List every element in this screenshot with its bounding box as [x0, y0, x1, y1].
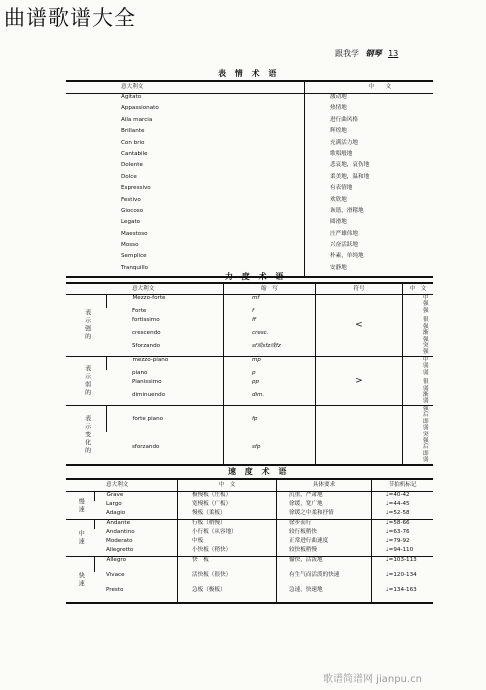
chinese-term: 安静地	[305, 265, 434, 277]
watermark: 歌谱简谱网 jianpu.cn	[323, 674, 422, 685]
requirement: 徐步而行	[277, 520, 372, 530]
italian-term: Tranquillo	[121, 264, 149, 271]
table-row	[66, 162, 433, 173]
metronome-marking: ♩=103-113	[372, 557, 434, 573]
group-label: 快速	[66, 557, 94, 604]
col-header-abbrev: 缩 写	[223, 283, 315, 295]
italian-term: Mezzo-forte	[107, 295, 224, 308]
dynamics-table-title: 力 度 术 语	[225, 272, 287, 281]
italian-term: Sforzando	[131, 343, 161, 350]
chinese-term: 渐强	[402, 330, 433, 343]
chinese-term: 弱	[402, 370, 433, 380]
table-row	[66, 492, 433, 502]
table-row	[66, 197, 433, 208]
tempo-table-title: 速 度 术 语	[228, 467, 290, 476]
italian-term: Espressivo	[121, 185, 151, 192]
col-header-symbol: 符号	[315, 283, 402, 295]
table-row	[66, 529, 433, 538]
chinese-term: 朴素，单纯地	[305, 253, 434, 264]
italian-term: Mosso	[121, 242, 139, 249]
chinese-term: 柔美地，温和地	[305, 174, 434, 185]
expression-table-title: 表 情 术 语	[218, 69, 280, 78]
requirement: 较行板稍快	[277, 529, 372, 538]
chinese-term: 很弱	[402, 379, 433, 392]
requirement: 沉重，严肃地	[277, 492, 372, 502]
italian-term: Brillante	[121, 128, 145, 135]
chinese-term: 突强	[402, 343, 433, 356]
italian-term: Largo	[106, 501, 122, 507]
group-label: 表示弱的	[66, 356, 107, 405]
chinese-term: 辉煌地	[305, 128, 434, 139]
table-row	[66, 547, 433, 557]
requirement: 正常进行曲速度	[277, 538, 372, 547]
chinese-term: 圆滑地	[305, 219, 434, 230]
italian-term: Dolce	[121, 173, 137, 180]
table-row	[66, 219, 433, 230]
group-label: 表示强的	[66, 295, 107, 357]
italian-term: Semplice	[121, 253, 147, 260]
abbreviation: sf或sfz或fz	[223, 343, 315, 356]
italian-term: Vivace	[106, 572, 125, 578]
italian-term: Allegretto	[106, 547, 134, 553]
metronome-marking: ♩=52-58	[372, 510, 434, 520]
italian-term: piano	[131, 369, 148, 376]
group-label: 表示变化的	[66, 405, 107, 464]
metronome-marking: ♩=44-45	[372, 501, 434, 510]
chinese-term: 中板	[178, 538, 277, 547]
chinese-term: 激动地	[305, 94, 434, 106]
abbreviation: pp	[223, 379, 315, 392]
chinese-term: 庄严雄伟地	[305, 231, 434, 242]
dynamics-table	[66, 282, 433, 466]
dynamic-symbol: >	[315, 356, 402, 405]
table-row	[66, 587, 433, 603]
metronome-marking: ♩=94-110	[372, 547, 434, 557]
table-row	[66, 572, 433, 587]
italian-term: Appassionato	[121, 105, 159, 112]
col-header-requirement: 具体要求	[277, 479, 372, 492]
table-row	[66, 510, 433, 520]
table-row	[66, 538, 433, 547]
table-row	[66, 151, 433, 162]
col-header-italian: 意大利文	[94, 479, 178, 492]
group-label: 慢速	[66, 492, 94, 520]
chinese-term: 中弱	[402, 356, 433, 369]
table-row	[66, 128, 433, 139]
metronome-marking: ♩=134-163	[372, 587, 434, 603]
chinese-term: 中强	[402, 295, 433, 308]
chinese-term: 突强后即弱	[402, 432, 433, 465]
chinese-term: 有表情地	[305, 185, 434, 196]
italian-term: Maestoso	[121, 230, 148, 237]
metronome-marking: ♩=58-66	[372, 520, 434, 530]
col-header-chinese: 中 文	[305, 81, 434, 94]
italian-term: sforzando	[131, 444, 160, 451]
italian-term: Festivo	[121, 196, 141, 203]
table-row	[66, 105, 433, 116]
book-subject: 钢琴	[365, 49, 382, 58]
abbreviation: sfp	[223, 432, 315, 465]
italian-term: Alla marcia	[121, 116, 153, 123]
italian-term: Forte	[131, 307, 147, 314]
chinese-term: 快 板	[178, 557, 277, 573]
table-row	[66, 185, 433, 196]
chinese-term: 活快板（很快）	[178, 572, 277, 587]
italian-term: Dolente	[121, 162, 143, 169]
chinese-term: 诙谐，滑稽地	[305, 208, 434, 219]
chinese-term: 宽慢板（广板）	[178, 501, 277, 510]
abbreviation: mp	[223, 356, 315, 369]
table-row	[66, 295, 433, 308]
chinese-term: 小行板（从容地）	[178, 529, 277, 538]
abbreviation: f	[223, 308, 315, 318]
italian-term: forte piano	[107, 405, 224, 431]
italian-term: Agitato	[121, 94, 142, 100]
table-row	[66, 253, 433, 264]
italian-term: Allegro	[94, 557, 178, 573]
italian-term: Presto	[106, 587, 124, 593]
chinese-term: 渐弱	[402, 392, 433, 405]
page-header	[335, 48, 402, 59]
chinese-term: 充满活力地	[305, 140, 434, 151]
table-row	[66, 174, 433, 185]
col-header-chinese: 中 文	[402, 283, 433, 295]
table-row	[66, 356, 433, 369]
chinese-term: 强	[402, 308, 433, 318]
requirement: 较快板稍慢	[277, 547, 372, 557]
chinese-term: 很强	[402, 317, 433, 330]
table-row	[66, 520, 433, 530]
table-row	[66, 242, 433, 253]
italian-term: Moderato	[106, 538, 133, 544]
group-label: 中速	[66, 520, 94, 557]
requirement: 急速，快速地	[277, 587, 372, 603]
chinese-term: 极慢板（庄板）	[178, 492, 277, 502]
italian-term: fortissimo	[131, 317, 160, 324]
table-row	[66, 557, 433, 573]
dynamic-symbol	[315, 405, 402, 464]
chinese-term: 进行曲风格	[305, 117, 434, 128]
chinese-term: 强后即弱	[402, 405, 433, 431]
italian-term: Andantino	[106, 529, 135, 535]
table-row	[66, 140, 433, 151]
abbreviation: mf	[223, 295, 315, 308]
abbreviation: p	[223, 370, 315, 380]
col-header-italian: 意大利文	[66, 81, 305, 94]
abbreviation: dim.	[223, 392, 315, 405]
site-banner: 曲谱歌谱大全	[4, 6, 136, 30]
table-row	[66, 231, 433, 242]
col-header-chinese: 中 文	[178, 479, 277, 492]
abbreviation: cresc.	[223, 330, 315, 343]
col-header-italian: 意大利文	[107, 283, 224, 295]
italian-term: Con brio	[121, 139, 145, 146]
metronome-marking: ♩=40-42	[372, 492, 434, 502]
chinese-term: 小快板（稍快）	[178, 547, 277, 557]
italian-term: Legato	[121, 219, 141, 226]
italian-term: Andante	[94, 520, 178, 530]
abbreviation: ff	[223, 317, 315, 330]
tempo-table	[66, 478, 433, 604]
chinese-term: 歌唱般地	[305, 151, 434, 162]
table-row	[66, 501, 433, 510]
italian-term: Grave	[94, 492, 178, 502]
table-row	[66, 117, 433, 128]
table-row	[66, 405, 433, 431]
italian-term: mezzo-piano	[107, 356, 224, 369]
requirement: 愉快，活泼地	[277, 557, 372, 573]
book-title: 跟我学	[335, 49, 359, 58]
chinese-term: 急板（极板）	[178, 587, 277, 603]
italian-term: Pianissimo	[131, 379, 162, 386]
col-header-group	[66, 479, 94, 492]
chinese-term: 热情地	[305, 105, 434, 116]
requirement: 徐缓，宽广地	[277, 501, 372, 510]
expression-table	[66, 80, 433, 278]
metronome-marking: ♩=63-76	[372, 529, 434, 538]
chinese-term: 慢板（柔板）	[178, 510, 277, 520]
col-header-metronome: 节拍机标记	[372, 479, 434, 492]
italian-term: crescendo	[131, 330, 161, 337]
italian-term: Cantabile	[121, 150, 148, 157]
italian-term: Giocoso	[121, 207, 144, 214]
requirement: 徐缓之中柔和抒情	[277, 510, 372, 520]
dynamic-symbol: <	[315, 295, 402, 357]
abbreviation: fp	[223, 405, 315, 431]
table-row	[66, 208, 433, 219]
metronome-marking: ♩=120-134	[372, 572, 434, 587]
col-header-group	[66, 283, 107, 295]
chinese-term: 兴奋活跃地	[305, 242, 434, 253]
chinese-term: 悲哀地，哀伤地	[305, 162, 434, 173]
page-number: 13	[388, 49, 399, 58]
italian-term: Adagio	[106, 510, 126, 516]
table-row	[66, 94, 433, 106]
chinese-term: 欢欣地	[305, 197, 434, 208]
chinese-term: 行板（稍慢）	[178, 520, 277, 530]
requirement: 有生气而活泼的快速	[277, 572, 372, 587]
metronome-marking: ♩=79-92	[372, 538, 434, 547]
italian-term: diminuendo	[131, 392, 166, 399]
